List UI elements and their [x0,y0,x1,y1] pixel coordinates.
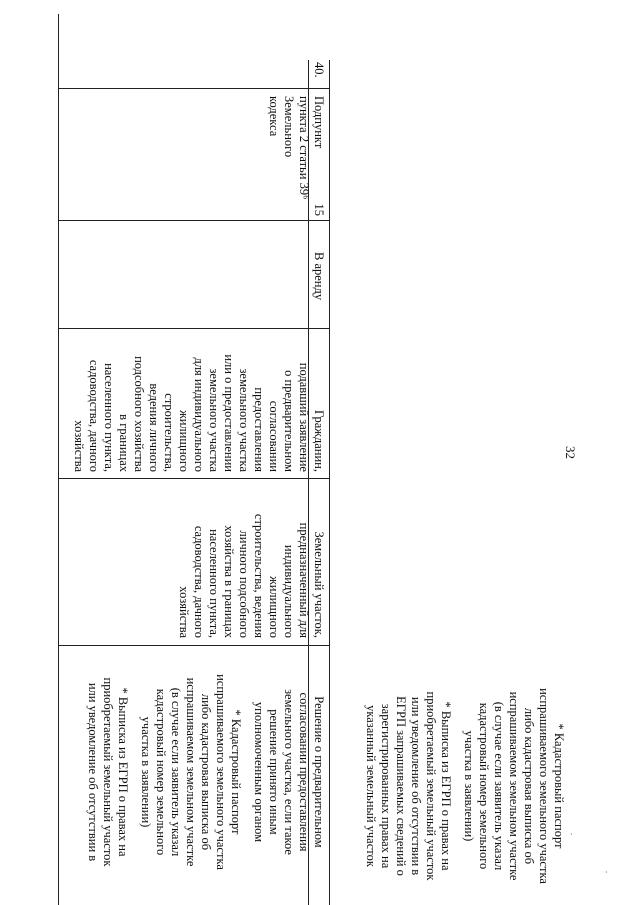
requirement-line: * Выписка из ЕГРП о правах на [439,701,453,871]
requirement-line: указанный земельный участок [364,705,378,867]
legal-basis-word: Подпункт [312,96,326,149]
applicant-line: населенного пункта, [102,363,116,472]
page-number: 32 [563,446,578,459]
document-line: либо кадастровая выписка об [199,693,213,851]
land-line: индивидуального [282,544,296,638]
row-number: 40. [312,62,326,78]
land-line: личного подсобного [237,530,251,638]
requirement-line: зарегистрированных правах на [379,703,393,869]
land-line: строительства, ведения [252,513,266,638]
document-line: участка в заявлении) [139,716,153,828]
row40-border-right [329,60,330,905]
legal-basis-line: пункта 2 статьи 39⁶ [297,96,311,200]
applicant-line: или о предоставлении [222,354,236,472]
land-line: предназначенный для [297,522,311,638]
prev-row-requirements [363,672,566,900]
document-line: приобретаемый земельный участок [101,677,115,867]
applicant-line: жилищного [177,410,191,472]
col-separator-type [58,328,329,329]
spacer [453,672,461,900]
document-line: * Выписка из ЕГРП о правах на [116,687,130,857]
applicant-line: о предварительном [282,370,296,472]
requirement-line: испрашиваемого земельного участка [537,688,551,884]
document-line: или уведомление об отсутствии в [86,682,100,862]
document-line: (в случае если заявитель указал [169,687,183,857]
land-line: хозяйства [177,586,191,638]
land-line: садоводства, дачного [192,525,206,638]
scan-speck: · [570,830,573,839]
requirement-line: (в случае если заявитель указал [492,701,506,871]
document-line: испрашиваемом земельном участке [184,677,198,867]
legal-basis-line: кодекса [267,96,281,137]
col-separator-land [58,645,329,646]
applicant-line: подсобного хозяйства [132,356,146,472]
document-line: решение принято иным [267,709,281,835]
col-separator-applicant [58,478,329,479]
scan-speck: · [605,868,608,877]
documents-cell [85,652,326,892]
requirement-line: или уведомление об отсутствии в [409,696,423,876]
applicant-cell [71,336,326,472]
legal-basis-cell [266,96,326,216]
document-line: кадастровый номер земельного [154,688,168,856]
col-separator-num [58,88,329,89]
applicant-line: садоводства, дачного [87,359,101,472]
requirement-line: участка в заявлении) [462,730,476,842]
land-line: населенного пункта, [207,529,221,638]
applicant-line: строительства, [162,393,176,472]
land-line: жилищного [267,576,281,638]
requirement-line: испрашиваемом земельном участке [507,691,521,881]
legal-basis-line: Земельного [282,96,296,158]
requirement-line: либо кадастровая выписка об [522,707,536,865]
document-line: земельного участка, если такое [282,689,296,855]
applicant-line: подавший заявление [297,362,311,472]
right-type-cell: В аренду [312,252,326,301]
document-line: * Кадастровый паспорт [229,709,243,835]
land-plot-cell [176,492,326,638]
legal-basis-sub: 15 [312,203,326,216]
applicant-line: земельного участка [237,368,251,472]
document-line: испрашиваемого земельного участка [214,674,228,870]
document-line: Решение о предварительном [312,696,326,848]
document-line: уполномоченным органом [252,701,266,843]
legal-basis-line1 [311,96,326,216]
col-separator-basis [58,220,329,221]
spacer [243,652,251,892]
spacer [130,652,138,892]
document-line: согласовании предоставления [297,692,311,852]
requirement-line: приобретаемый земельный участок [424,691,438,881]
applicant-line: предоставления [252,387,266,472]
applicant-line: земельного участка [207,368,221,472]
applicant-line: в границах [117,414,131,472]
requirement-line: * Кадастровый паспорт [552,723,566,849]
applicant-line: хозяйства [72,420,86,472]
land-line: Земельный участок, [312,531,326,638]
requirement-line: ЕГРП запрашиваемых сведений о [394,696,408,876]
land-line: хозяйства в границах [222,525,236,638]
applicant-line: Гражданин, [312,410,326,472]
table-border-left [58,14,59,905]
applicant-line: согласовании [267,400,281,472]
applicant-line: ведения личного [147,383,161,472]
applicant-line: для индивидуального [192,357,206,472]
requirement-line: кадастровый номер земельного [477,702,491,870]
